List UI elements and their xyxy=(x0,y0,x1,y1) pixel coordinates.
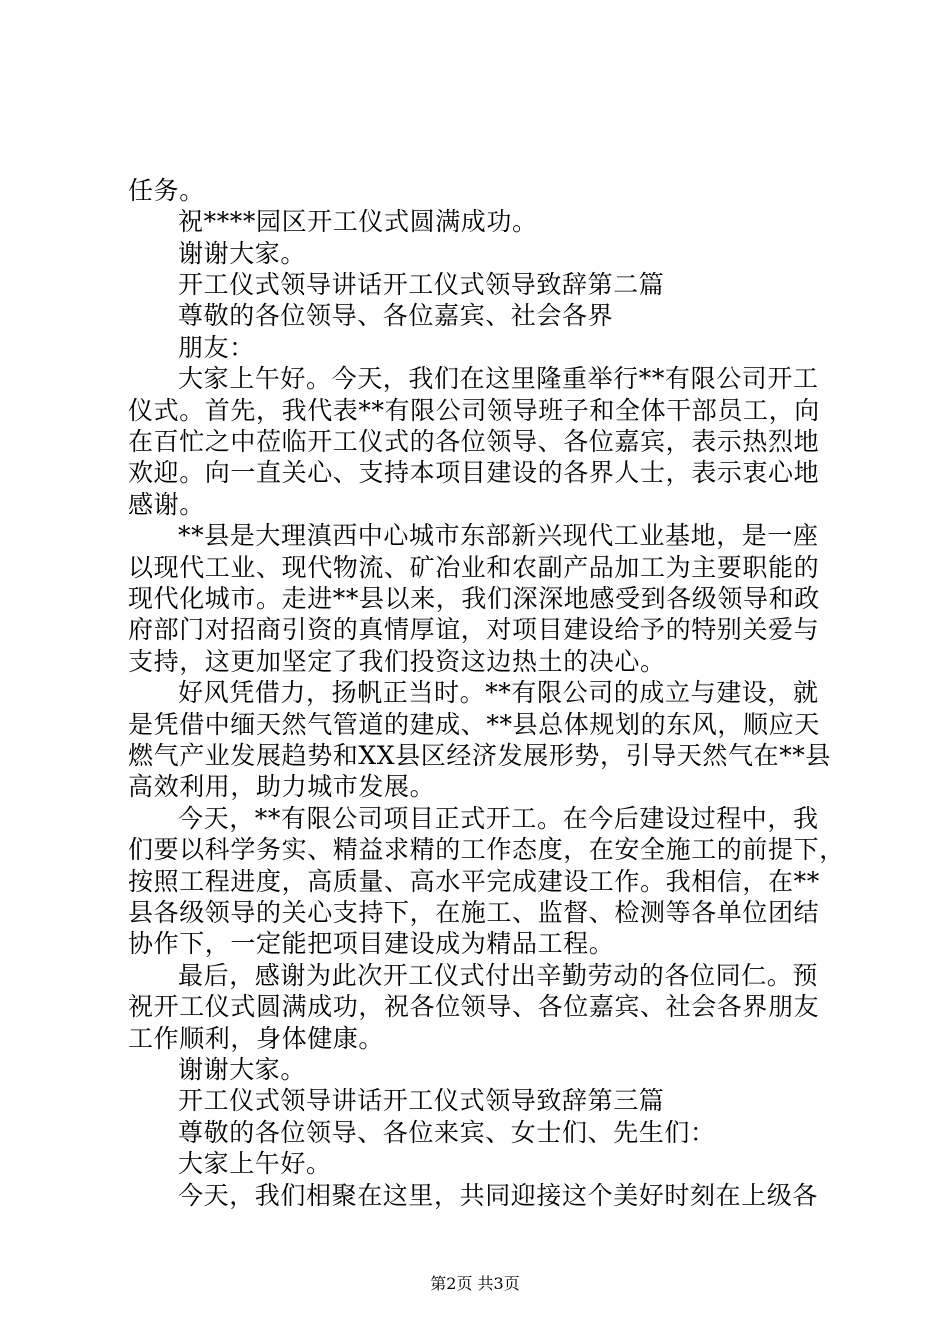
text-line: 好风凭借力，扬帆正当时。**有限公司的成立与建设，就 xyxy=(178,678,819,707)
text-line: 仪式。首先，我代表**有限公司领导班子和全体干部员工，向 xyxy=(128,396,820,425)
text-line: 是凭借中缅天然气管道的建成、**县总体规划的东风，顺应天 xyxy=(128,710,820,739)
text-line: 尊敬的各位领导、各位来宾、女士们、先生们： xyxy=(178,1118,716,1147)
text-line: 大家上午好。今天，我们在这里隆重举行**有限公司开工 xyxy=(178,364,819,393)
text-line: 尊敬的各位领导、各位嘉宾、社会各界 xyxy=(178,301,614,330)
text-line: **县是大理滇西中心城市东部新兴现代工业基地，是一座 xyxy=(178,521,819,550)
text-line: 朋友： xyxy=(178,333,255,362)
text-line: 今天，**有限公司项目正式开工。在今后建设过程中，我 xyxy=(178,804,819,833)
text-line: 支持，这更加坚定了我们投资这边热土的决心。 xyxy=(128,647,666,676)
text-line: 感谢。 xyxy=(128,490,205,519)
text-line: 燃气产业发展趋势和XX县区经济发展形势，引导天然气在**县 xyxy=(128,741,831,770)
section-heading: 开工仪式领导讲话开工仪式领导致辞第二篇 xyxy=(178,270,665,299)
text-line: 协作下，一定能把项目建设成为精品工程。 xyxy=(128,929,615,958)
text-line: 祝开工仪式圆满成功，祝各位领导、各位嘉宾、社会各界朋友 xyxy=(128,992,820,1021)
text-line: 工作顺利，身体健康。 xyxy=(128,1024,385,1053)
text-line: 们要以科学务实、精益求精的工作态度，在安全施工的前提下， xyxy=(128,835,845,864)
text-line: 谢谢大家。 xyxy=(178,239,307,268)
page-number: 第2页 共3页 xyxy=(430,1274,520,1293)
text-line: 在百忙之中莅临开工仪式的各位领导、各位嘉宾，表示热烈地 xyxy=(128,427,820,456)
text-line: 府部门对招商引资的真情厚谊，对项目建设给予的特别关爱与 xyxy=(128,615,820,644)
text-line: 谢谢大家。 xyxy=(178,1055,307,1084)
text-line: 欢迎。向一直关心、支持本项目建设的各界人士，表示衷心地 xyxy=(128,458,820,487)
text-line: 今天，我们相聚在这里，共同迎接这个美好时刻在上级各 xyxy=(178,1181,819,1210)
text-line: 大家上午好。 xyxy=(178,1149,332,1178)
text-line: 现代化城市。走进**县以来，我们深深地感受到各级领导和政 xyxy=(128,584,820,613)
text-line: 任务。 xyxy=(128,176,205,205)
text-line: 祝****园区开工仪式圆满成功。 xyxy=(178,207,538,236)
text-line: 高效利用，助力城市发展。 xyxy=(128,772,436,801)
text-line: 最后，感谢为此次开工仪式付出辛勤劳动的各位同仁。预 xyxy=(178,961,819,990)
section-heading: 开工仪式领导讲话开工仪式领导致辞第三篇 xyxy=(178,1086,665,1115)
text-line: 按照工程进度，高质量、高水平完成建设工作。我相信，在** xyxy=(128,867,820,896)
text-line: 县各级领导的关心支持下，在施工、监督、检测等各单位团结 xyxy=(128,898,820,927)
text-line: 以现代工业、现代物流、矿冶业和农副产品加工为主要职能的 xyxy=(128,553,820,582)
